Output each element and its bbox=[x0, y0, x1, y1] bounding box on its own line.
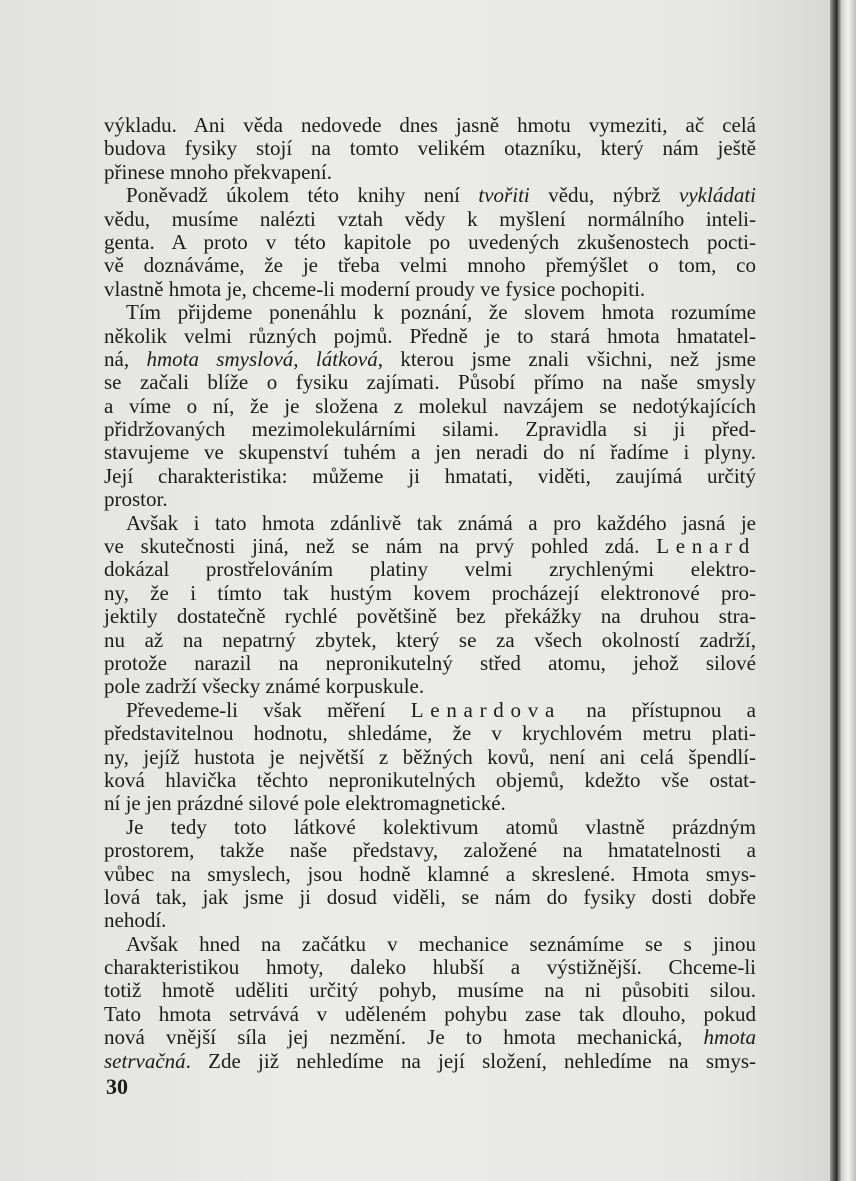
text-line bbox=[104, 254, 756, 277]
text-line bbox=[104, 979, 756, 1002]
text-segment: pole zadrží všecky známé korpuskule. bbox=[104, 674, 425, 699]
text-segment: prostor. bbox=[104, 487, 168, 512]
italic-text: hmota bbox=[703, 1025, 756, 1050]
text-segment: Avšak i tato hmota zdánlivě tak známá a pro každého jasná je bbox=[126, 510, 756, 535]
text-segment: prostorem, takže naše představy, založené na hmatatelnosti a bbox=[104, 838, 756, 863]
text-line bbox=[104, 839, 756, 862]
page-edge-binding bbox=[830, 0, 856, 1181]
text-line bbox=[104, 699, 756, 722]
text-segment: Její charakteristika: můžeme ji hmatati, viděti, zaujímá určitý bbox=[104, 463, 756, 488]
text-line bbox=[104, 441, 756, 464]
text-line bbox=[104, 488, 756, 511]
text-line bbox=[104, 769, 756, 792]
text-segment: nová vnější síla jej nezmění. Je to hmota mechanická, bbox=[104, 1025, 704, 1050]
text-line bbox=[104, 933, 756, 956]
text-segment: ny, jejíž hustota je největší z běžných kovů, není ani celá špendlí- bbox=[104, 744, 756, 769]
text-segment: lová tak, jak jsme ji dosud viděli, se nám do fysiky dosti dobře bbox=[104, 884, 756, 909]
text-segment: Tato hmota setrvává v uděleném pohybu zase tak dlouho, pokud bbox=[104, 1001, 756, 1026]
text-line bbox=[104, 1026, 756, 1049]
text-segment: Je tedy toto látkové kolektivum atomů vlastně prázdným bbox=[126, 814, 756, 839]
text-segment: několik velmi různých pojmů. Předně je to stará hmota hmatatel- bbox=[104, 323, 756, 348]
italic-text: vykládati bbox=[679, 183, 756, 208]
italic-text: tvořiti bbox=[478, 183, 530, 208]
text-segment: Převedeme-li však měření bbox=[126, 697, 411, 722]
text-line bbox=[104, 278, 756, 301]
text-segment: představitelnou hodnotu, shledáme, že v krychlovém metru plati- bbox=[104, 721, 756, 746]
text-line bbox=[104, 535, 756, 558]
text-line bbox=[104, 161, 756, 184]
text-line bbox=[104, 909, 756, 932]
italic-text: setrvačná bbox=[104, 1048, 186, 1073]
text-segment: ny, že i tímto tak hustým kovem procházejí elektronové pro- bbox=[104, 580, 756, 605]
text-line bbox=[104, 1050, 756, 1073]
text-segment: genta. A proto v této kapitole po uvedených zkušenostech pocti- bbox=[104, 229, 756, 254]
text-line bbox=[104, 558, 756, 581]
text-line bbox=[104, 582, 756, 605]
text-line bbox=[104, 137, 756, 160]
body-text bbox=[104, 114, 756, 1073]
text-segment: vědu, musíme nalézti vztah vědy k myšlení normálního inteli- bbox=[104, 206, 756, 231]
text-line bbox=[104, 956, 756, 979]
text-segment: Tím přijdeme ponenáhlu k poznání, že slovem hmota rozumíme bbox=[126, 300, 756, 325]
text-line bbox=[104, 746, 756, 769]
text-segment: nu až na nepatrný zbytek, který se za všech okolností zadrží, bbox=[104, 627, 756, 652]
text-segment: . Zde již nehledíme na její složení, nehledíme na smys- bbox=[185, 1048, 756, 1073]
text-line bbox=[104, 629, 756, 652]
text-line bbox=[104, 114, 756, 137]
text-segment: Avšak hned na začátku v mechanice seznámíme se s jinou bbox=[126, 931, 756, 956]
text-line bbox=[104, 863, 756, 886]
text-segment: výkladu. Ani věda nedovede dnes jasně hmotu vymeziti, ač celá bbox=[104, 113, 756, 137]
text-segment: dokázal prostřelováním platiny velmi zrychlenými elektro- bbox=[104, 557, 756, 582]
text-segment: se začali blíže o fysiku zajímati. Působí přímo na naše smysly bbox=[104, 370, 756, 395]
text-line bbox=[104, 512, 756, 535]
text-segment: ná, bbox=[104, 346, 147, 371]
text-segment: nehodí. bbox=[104, 908, 167, 933]
text-segment: ková hlavička těchto nepronikutelných objemů, kdežto vše ostat- bbox=[104, 767, 756, 792]
text-line bbox=[104, 231, 756, 254]
text-segment: protože narazil na nepronikutelný střed atomu, jehož silové bbox=[104, 650, 756, 675]
italic-text: hmota smyslová, látková bbox=[146, 346, 378, 371]
text-line bbox=[104, 325, 756, 348]
text-segment: budova fysiky stojí na tomto velikém otazníku, který nám ještě bbox=[104, 136, 756, 161]
text-line bbox=[104, 792, 756, 815]
text-line bbox=[104, 886, 756, 909]
text-segment: jektily dostatečně rychlé povětšině bez překážky na druhou stra- bbox=[104, 604, 756, 629]
text-segment: ve skutečnosti jiná, než se nám na prvý pohled zdá. bbox=[104, 534, 657, 559]
text-line bbox=[104, 465, 756, 488]
text-line bbox=[104, 675, 756, 698]
text-segment: vlastně hmota je, chceme-li moderní proudy ve fysice pochopiti. bbox=[104, 276, 646, 301]
text-segment: vě doznáváme, že je třeba velmi mnoho přemýšlet o tom, co bbox=[104, 253, 756, 278]
text-line bbox=[104, 371, 756, 394]
text-segment: stavujeme ve skupenství tuhém a jen neradi do ní řadíme i plyny. bbox=[104, 440, 756, 465]
text-segment: vědu, nýbrž bbox=[529, 183, 680, 208]
text-line bbox=[104, 395, 756, 418]
text-line bbox=[104, 816, 756, 839]
text-segment: a víme o ní, že je složena z molekul navzájem se nedotýkajících bbox=[104, 393, 756, 418]
spaced-name: Lenard bbox=[656, 534, 756, 559]
text-line bbox=[104, 652, 756, 675]
text-line bbox=[104, 722, 756, 745]
text-segment: přinese mnoho překvapení. bbox=[104, 159, 333, 184]
text-line bbox=[104, 301, 756, 324]
text-segment: , kterou jsme znali všichni, než jsme bbox=[377, 346, 756, 371]
page-number: 30 bbox=[106, 1074, 128, 1099]
text-segment: totiž hmotě uděliti určitý pohyb, musíme na ni působiti silou. bbox=[104, 978, 756, 1003]
text-line bbox=[104, 418, 756, 441]
spaced-name: Lenardova bbox=[410, 697, 562, 722]
text-line bbox=[104, 1003, 756, 1026]
text-line bbox=[104, 348, 756, 371]
text-segment: vůbec na smyslech, jsou hodně klamné a skreslené. Hmota smys- bbox=[104, 861, 756, 886]
text-segment: přidržovaných mezimolekulárními silami. Zpravidla si ji před- bbox=[104, 417, 756, 442]
text-segment: na přístupnou a bbox=[561, 697, 756, 722]
text-segment: ní je jen prázdné silové pole elektromagnetické. bbox=[104, 791, 506, 816]
text-segment: charakteristikou hmoty, daleko hlubší a výstižnější. Chceme-li bbox=[104, 955, 756, 980]
text-line bbox=[104, 208, 756, 231]
text-line bbox=[104, 184, 756, 207]
text-segment: Poněvadž úkolem této knihy není bbox=[126, 183, 479, 208]
text-line bbox=[104, 605, 756, 628]
